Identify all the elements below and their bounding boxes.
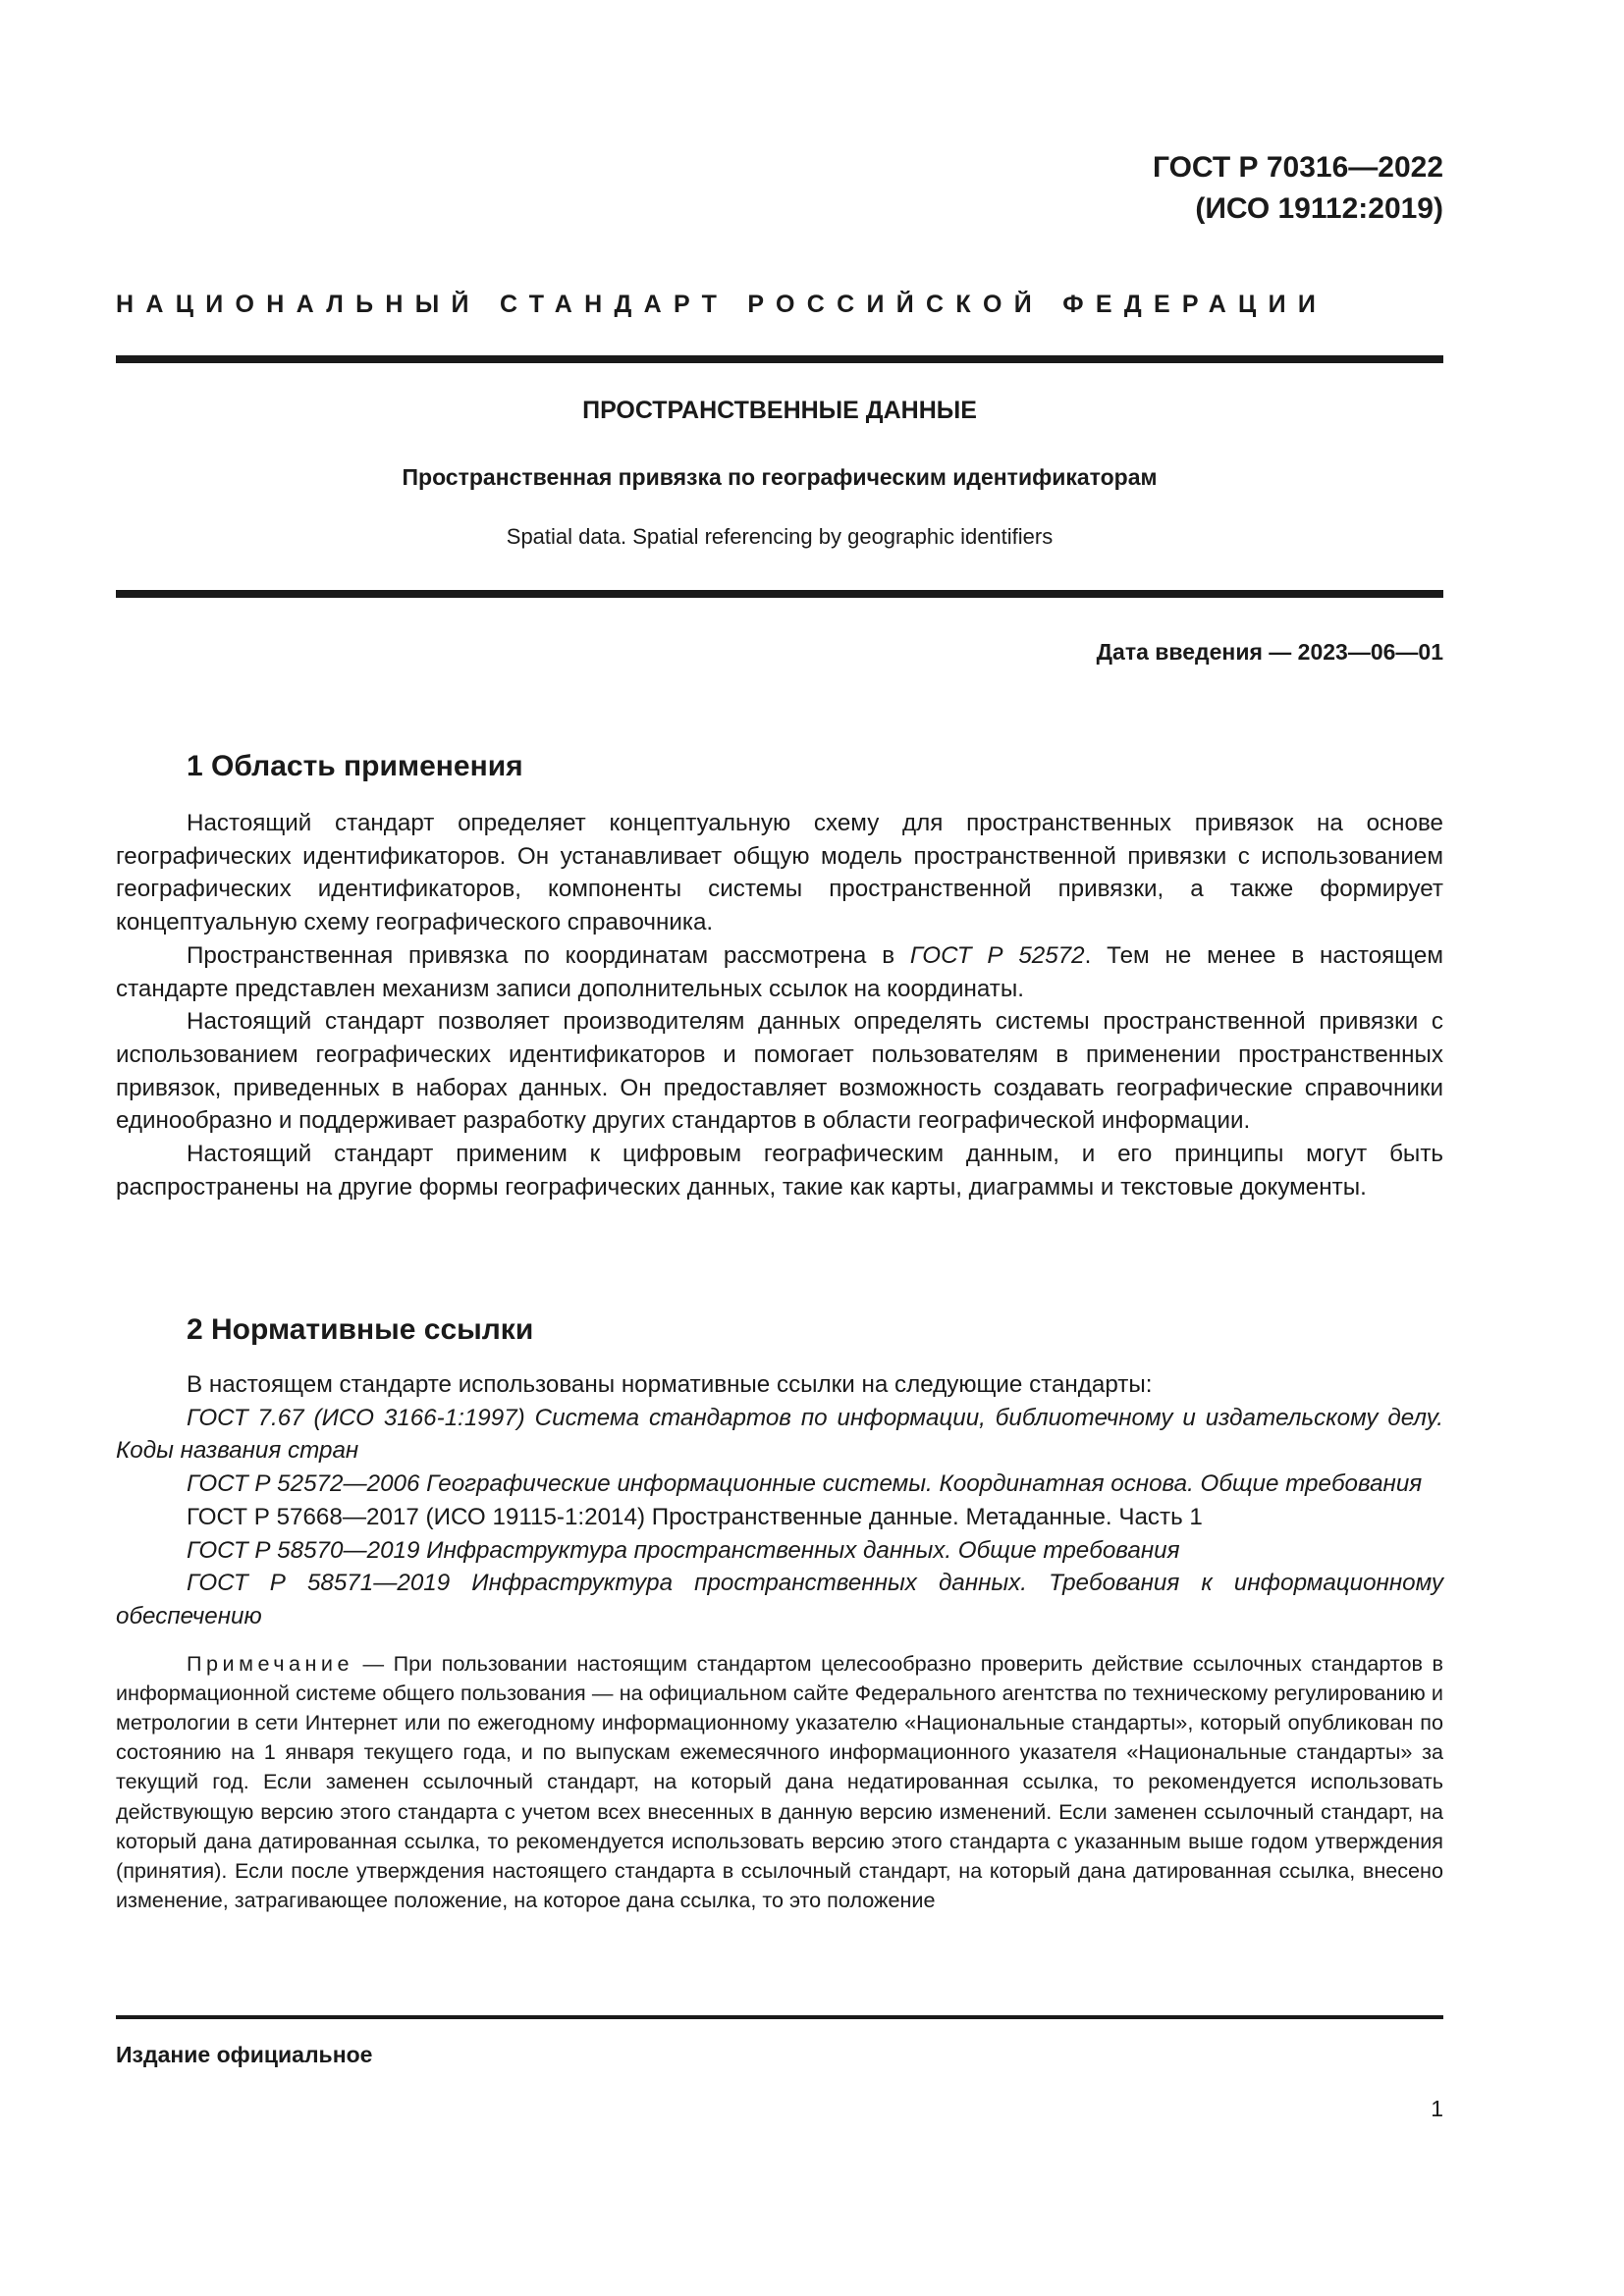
paragraph: В настоящем стандарте использованы нормативные ссылки на следующие стандарты: xyxy=(187,1371,1153,1398)
reference-link: ГОСТ Р 52572 xyxy=(909,941,1085,969)
document-title: ПРОСТРАНСТВЕННЫЕ ДАННЫЕ xyxy=(582,397,977,424)
national-standard-heading: НАЦИОНАЛЬНЫЙ СТАНДАРТ РОССИЙСКОЙ ФЕДЕРАЦИИ xyxy=(116,291,1328,318)
edition-label: Издание официальное xyxy=(116,2042,373,2067)
standard-code-line-2: (ИСО 19112:2019) xyxy=(1195,192,1443,225)
note xyxy=(116,1649,1443,1916)
section-title: 1 Область применения xyxy=(187,750,523,782)
document-subtitle: Пространственная привязка по географическим идентификаторам xyxy=(402,464,1158,490)
standard-code-line-1: ГОСТ Р 70316—2022 xyxy=(1152,151,1443,184)
reference-item: ГОСТ Р 58570—2019 Инфраструктура пространственных данных. Общие требования xyxy=(187,1536,1180,1564)
paragraph: Настоящий стандарт определяет концептуальную схему для пространственных привязок на основе географических идентификаторов. Он устанавливает общую модель пространственной привязки с использованием географических идентификаторов, компоненты системы пространственной привязки, а также формирует концептуальную схему географического справочника. xyxy=(116,810,1443,936)
reference-item: ГОСТ Р 58571—2019 Инфраструктура пространственных данных. Требования к информационному обеспечению xyxy=(116,1570,1443,1629)
section-normative-references xyxy=(116,1313,1443,1915)
page-number: 1 xyxy=(1431,2096,1443,2121)
section-scope xyxy=(116,750,1443,1203)
section-title: 2 Нормативные ссылки xyxy=(187,1313,534,1346)
header-rule xyxy=(116,355,1443,363)
reference-item: ГОСТ 7.67 (ИСО 3166-1:1997) Система стандартов по информации, библиотечному и издательскому делу. Коды названия стран xyxy=(116,1404,1443,1465)
note-text: — При пользовании настоящим стандартом целесообразно проверить действие ссылочных стандартов в информационной системе общего пользования — на официальном сайте Федерального агентства по техническому регулированию и метрологии в сети Интернет или по ежегодному информационному указателю «Национальные стандарты», который опубликован по состоянию на 1 января текущего года, и по выпускам ежемесячного информационного указателя «Национальные стандарты» за текущий год. Если заменен ссылочный стандарт, на который дана недатированная ссылка, то рекомендуется использовать действующую версию этого стандарта с учетом всех внесенных в данную версию изменений. Если заменен ссылочный стандарт, на который дана датированная ссылка, то рекомендуется использовать версию этого стандарта с указанным выше годом утверждения (принятия). Если после утверждения настоящего стандарта в ссылочный стандарт, на который дана датированная ссылка, внесено изменение, затрагивающее положение, на которое дана ссылка, то это положение xyxy=(116,1650,1443,1913)
reference-item: ГОСТ Р 52572—2006 Географические информационные системы. Координатная основа. Общие требования xyxy=(187,1470,1423,1498)
standard-code xyxy=(1153,147,1443,230)
footer-rule xyxy=(116,2015,1443,2019)
note-label: Примечание xyxy=(187,1650,353,1676)
paragraph xyxy=(116,939,1443,1005)
title-rule xyxy=(116,590,1443,598)
paragraph: Настоящий стандарт позволяет производителям данных определять системы пространственной привязки с использованием географических идентификаторов и помогает пользователям в применении пространственных привязок, приведенных в наборах данных. Он предоставляет возможность создавать географические справочники единообразно и поддерживает разработку других стандартов в области географической информации. xyxy=(116,1008,1443,1135)
paragraph-text: . Тем не менее в настоящем стандарте представлен механизм записи дополнительных ссылок на координаты. xyxy=(116,941,1443,1002)
reference-item: ГОСТ Р 57668—2017 (ИСО 19115-1:2014) Пространственные данные. Метаданные. Часть 1 xyxy=(187,1503,1203,1530)
introduction-date: Дата введения — 2023—06—01 xyxy=(1096,639,1443,665)
paragraph: Настоящий стандарт применим к цифровым географическим данным, и его принципы могут быть распространены на другие формы географических данных, такие как карты, диаграммы и текстовые документы. xyxy=(116,1141,1443,1201)
paragraph-text: Пространственная привязка по координатам рассмотрена в xyxy=(187,941,910,969)
english-title: Spatial data. Spatial referencing by geographic identifiers xyxy=(506,524,1054,549)
